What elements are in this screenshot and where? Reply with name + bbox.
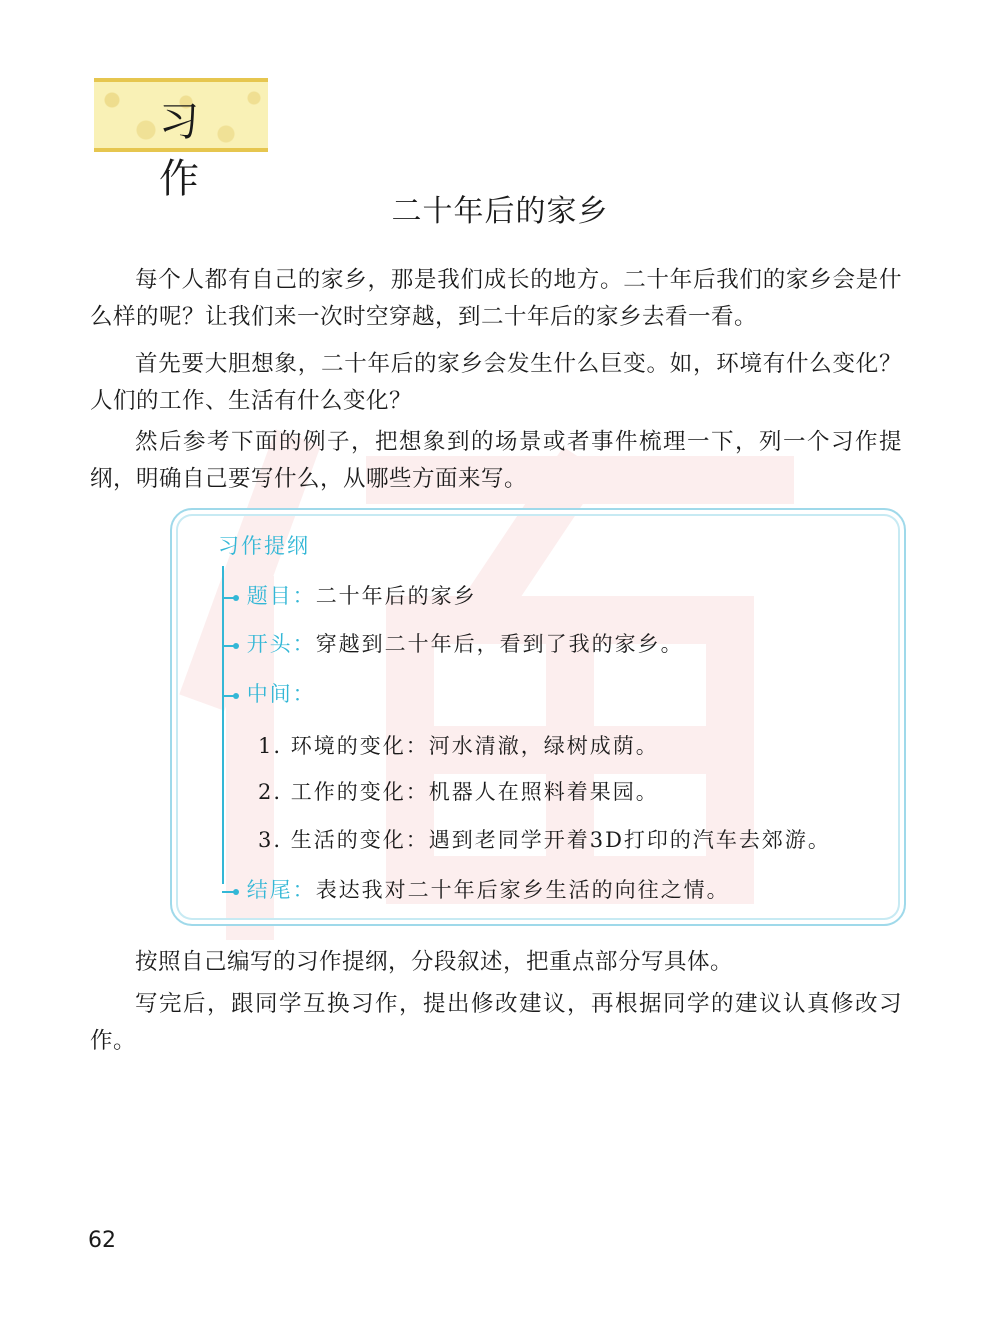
outline-topic-label: 题目： [246, 584, 316, 608]
intro-paragraph-2: 首先要大胆想象，二十年后的家乡会发生什么巨变。如，环境有什么变化？人们的工作、生活有什么变化？ [90, 351, 902, 414]
outline-topic-text: 二十年后的家乡 [315, 584, 477, 608]
outline-tree-line [222, 566, 224, 884]
outline-middle-item-1: 1. 环境的变化：河水清澈，绿树成荫。 [258, 734, 659, 758]
bullet-icon [222, 695, 236, 697]
outline-opening-text: 穿越到二十年后，看到了我的家乡。 [315, 632, 684, 656]
intro-paragraph-1: 每个人都有自己的家乡，那是我们成长的地方。二十年后我们的家乡会是什么样的呢？让我们来一次时空穿越，到二十年后的家乡去看一看。 [90, 267, 902, 330]
closing-paragraph-1: 按照自己编写的习作提纲，分段叙述，把重点部分写具体。 [135, 949, 734, 975]
outline-opening-label: 开头： [246, 632, 316, 656]
intro-paragraph-3: 然后参考下面的例子，把想象到的场景或者事件梳理一下，列一个习作提纲，明确自己要写什么，从哪些方面来写。 [90, 429, 902, 492]
section-tag-label: 习 作 [159, 99, 233, 202]
outline-box [170, 508, 906, 926]
outline-row-opening [222, 628, 684, 658]
outline-ending-label: 结尾： [246, 878, 316, 902]
outline-row-topic [222, 580, 477, 610]
outline-middle-item-2: 2. 工作的变化：机器人在照料着果园。 [258, 780, 659, 804]
closing-paragraph-2: 写完后，跟同学互换习作，提出修改建议，再根据同学的建议认真修改习作。 [90, 991, 902, 1054]
section-tag [94, 78, 268, 202]
bullet-icon [222, 891, 236, 893]
page-number: 62 [88, 1228, 116, 1253]
outline-heading: 习作提纲 [218, 534, 310, 558]
outline-row-middle [222, 678, 316, 708]
outline-ending-text: 表达我对二十年后家乡生活的向往之情。 [315, 878, 730, 902]
bullet-icon [222, 597, 236, 599]
outline-row-ending [222, 874, 730, 904]
outline-middle-item-3: 3. 生活的变化：遇到老同学开着3D打印的汽车去郊游。 [258, 828, 831, 852]
page-title: 二十年后的家乡 [391, 194, 609, 229]
outline-middle-label: 中间： [246, 682, 316, 706]
bullet-icon [222, 645, 236, 647]
